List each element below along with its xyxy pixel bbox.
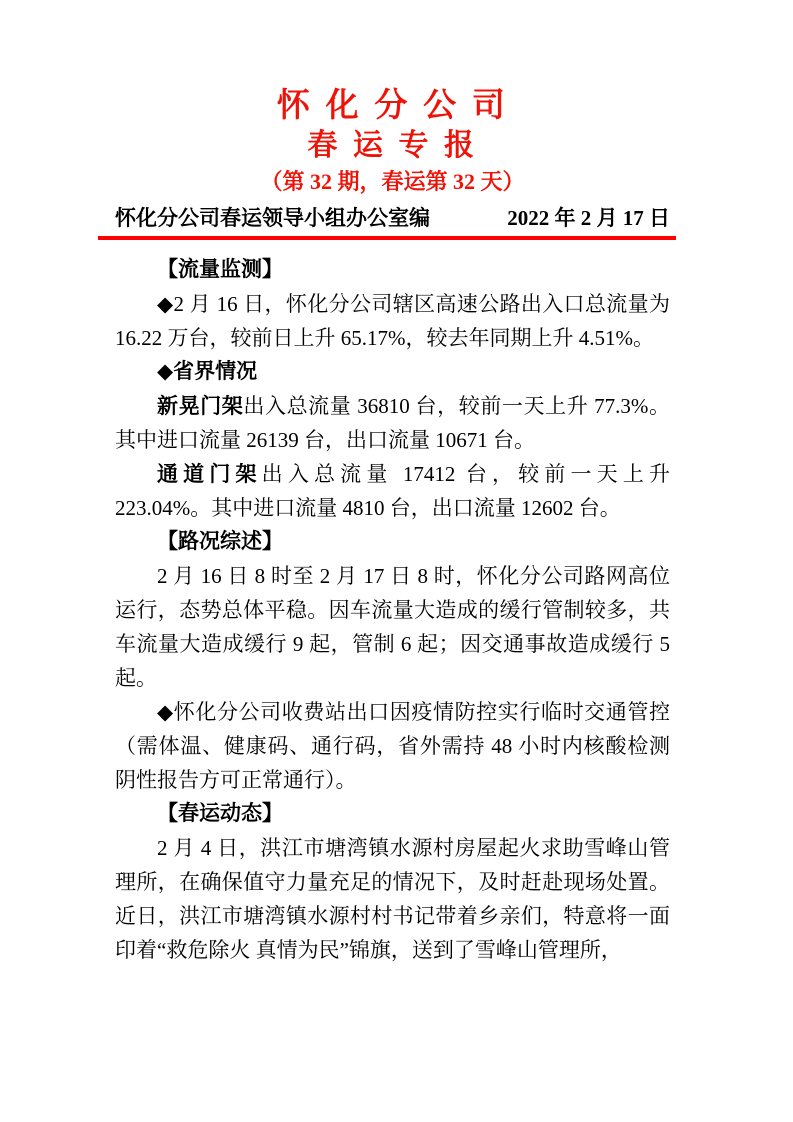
paragraph-total-flow xyxy=(115,287,670,355)
paragraph-text: 出入总流量 36810 台，较前一天上升 77.3%。其中进口流量 26139 台，出口流量 10671 台。 xyxy=(115,394,671,453)
paragraph-fire-rescue-story xyxy=(115,831,670,967)
paragraph-network-status xyxy=(115,559,670,695)
section-heading-traffic-monitoring: 【流量监测】 xyxy=(157,258,283,282)
section-heading-spring-festival-news: 【春运动态】 xyxy=(157,802,283,826)
section-heading-road-conditions: 【路况综述】 xyxy=(157,530,283,554)
paragraph-text: 2 月 16 日 8 时至 2 月 17 日 8 时，怀化分公司路网高位运行，态势总体平稳。因车流量大造成的缓行管制较多，共车流量大造成缓行 9 起，管制 6 起；因交通事故造成缓行 5 起。 xyxy=(115,564,670,691)
document-body xyxy=(115,253,670,967)
paragraph-text: 出入总流量 17412 台，较前一天上升 223.04%。其中进口流量 4810 台，出口流量 12602 台。 xyxy=(115,462,671,521)
paragraph-xinhuang-gantry xyxy=(115,389,670,457)
gantry-name-xinhuang: 新晃门架 xyxy=(157,394,244,419)
report-title: 春 运 专 报 xyxy=(307,129,478,163)
paragraph-tongdao-gantry xyxy=(115,457,670,525)
document-header xyxy=(115,84,670,240)
company-title: 怀 化 分 公 司 xyxy=(276,86,509,123)
issue-info: （第 32 期，春运第 32 天） xyxy=(260,168,525,194)
date-label: 2022 年 2 月 17 日 xyxy=(507,206,670,231)
editor-label: 怀化分公司春运领导小组办公室编 xyxy=(115,206,430,231)
paragraph-text: ◆怀化分公司收费站出口因疫情防控实行临时交通管控（需体温、健康码、通行码，省外需持 48 小时内核酸检测阴性报告方可正常通行）。 xyxy=(115,700,670,793)
paragraph-epidemic-control xyxy=(115,695,670,797)
gantry-name-tongdao: 通道门架 xyxy=(157,462,262,487)
red-divider-rule xyxy=(98,236,676,240)
subsection-heading-province-border: ◆省界情况 xyxy=(157,360,258,384)
editor-row xyxy=(115,205,670,236)
paragraph-text: 2 月 4 日，洪江市塘湾镇水源村房屋起火求助雪峰山管理所，在确保值守力量充足的情况下，及时赶赴现场处置。近日，洪江市塘湾镇水源村村书记带着乡亲们，特意将一面印着“救危除火 真情为民”锦旗，送到了雪峰山管理所， xyxy=(115,836,670,963)
paragraph-text: ◆2 月 16 日，怀化分公司辖区高速公路出入口总流量为 16.22 万台，较前日上升 65.17%，较去年同期上升 4.51%。 xyxy=(115,292,670,351)
